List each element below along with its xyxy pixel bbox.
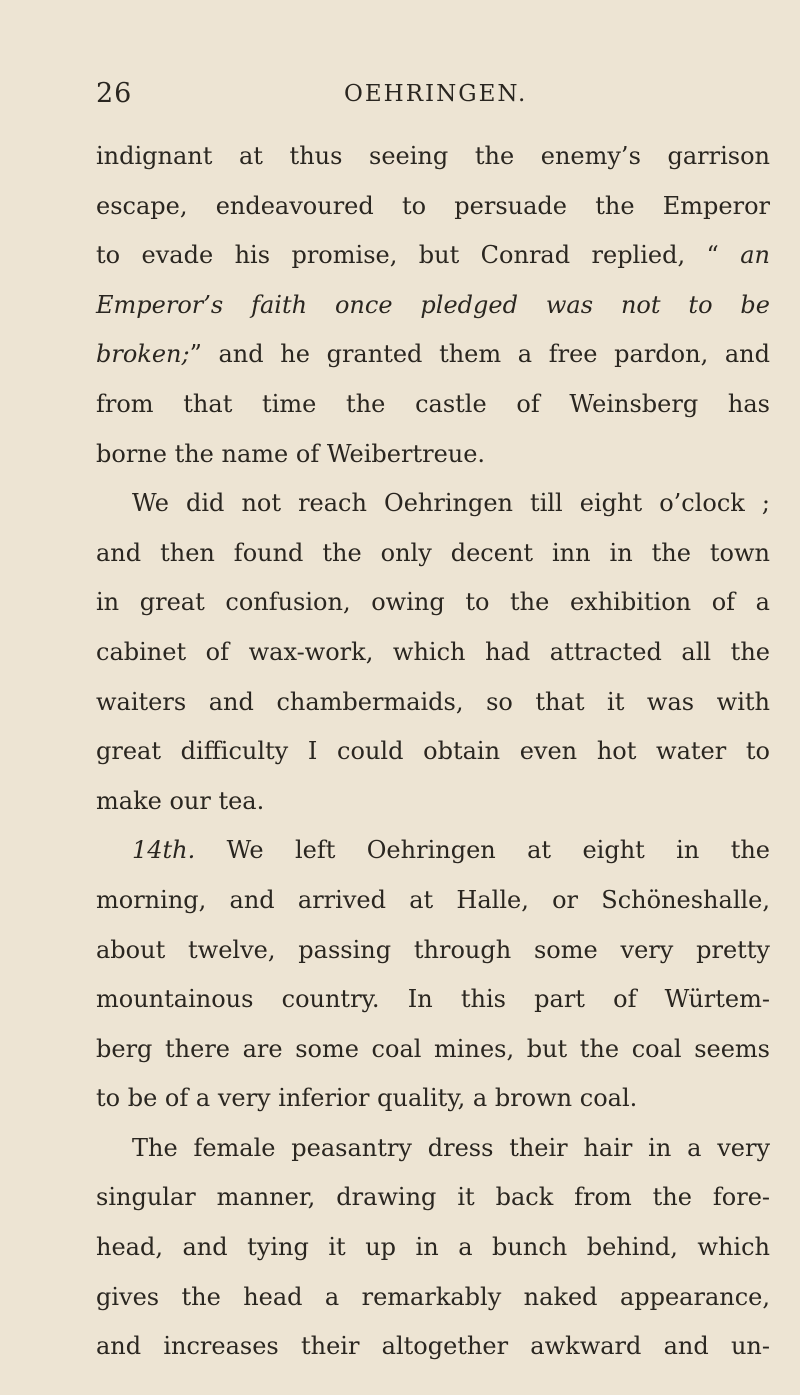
text-line: broken;” and he granted them a free pardon, and: [96, 340, 770, 369]
body-text: [96, 132, 770, 1372]
paragraph-start-line: 14th. We left Oehringen at eight in the: [132, 836, 770, 865]
page-number: 26: [96, 78, 133, 109]
paragraph-start-line: We did not reach Oehringen till eight o’clock ;: [132, 489, 770, 518]
paragraph-start-line: The female peasantry dress their hair in a very: [132, 1133, 770, 1162]
text-line: morning, and arrived at Halle, or Schöneshalle,: [96, 885, 770, 914]
date-entry: 14th.: [132, 836, 196, 865]
text-line: mountainous country. In this part of Würtem-: [96, 985, 770, 1014]
text-line: waiters and chambermaids, so that it was with: [96, 687, 770, 716]
text-line: singular manner, drawing it back from the fore-: [96, 1183, 770, 1212]
text-line: in great confusion, owing to the exhibition of a: [96, 588, 770, 617]
text-line: to evade his promise, but Conrad replied, “ an: [96, 241, 770, 270]
italic-text: an: [740, 241, 770, 270]
italic-text: broken;: [96, 340, 190, 369]
text-line: head, and tying it up in a bunch behind, which: [96, 1233, 770, 1262]
text-line: and increases their altogether awkward and un-: [96, 1332, 770, 1361]
text-line: gives the head a remarkably naked appearance,: [96, 1282, 770, 1311]
paragraph-end-line: to be of a very inferior quality, a brown coal.: [96, 1084, 638, 1113]
paragraph-end-line: borne the name of Weibertreue.: [96, 439, 486, 468]
text-line: about twelve, passing through some very pretty: [96, 935, 770, 964]
running-title: OEHRINGEN.: [344, 81, 528, 107]
text-line: from that time the castle of Weinsberg has: [96, 389, 770, 418]
paragraph-end-line: make our tea.: [96, 786, 265, 815]
running-head: [96, 78, 770, 114]
text-line: Emperor’s faith once pledged was not to be: [96, 290, 770, 319]
text-line: indignant at thus seeing the enemy’s garrison: [96, 142, 770, 170]
text-line: escape, endeavoured to persuade the Emperor: [96, 191, 770, 220]
text-line: cabinet of wax-work, which had attracted all the: [96, 637, 770, 666]
text-line: and then found the only decent inn in the town: [96, 538, 770, 567]
text-line: berg there are some coal mines, but the coal seems: [96, 1034, 770, 1063]
text-line: great difficulty I could obtain even hot water to: [96, 737, 770, 766]
